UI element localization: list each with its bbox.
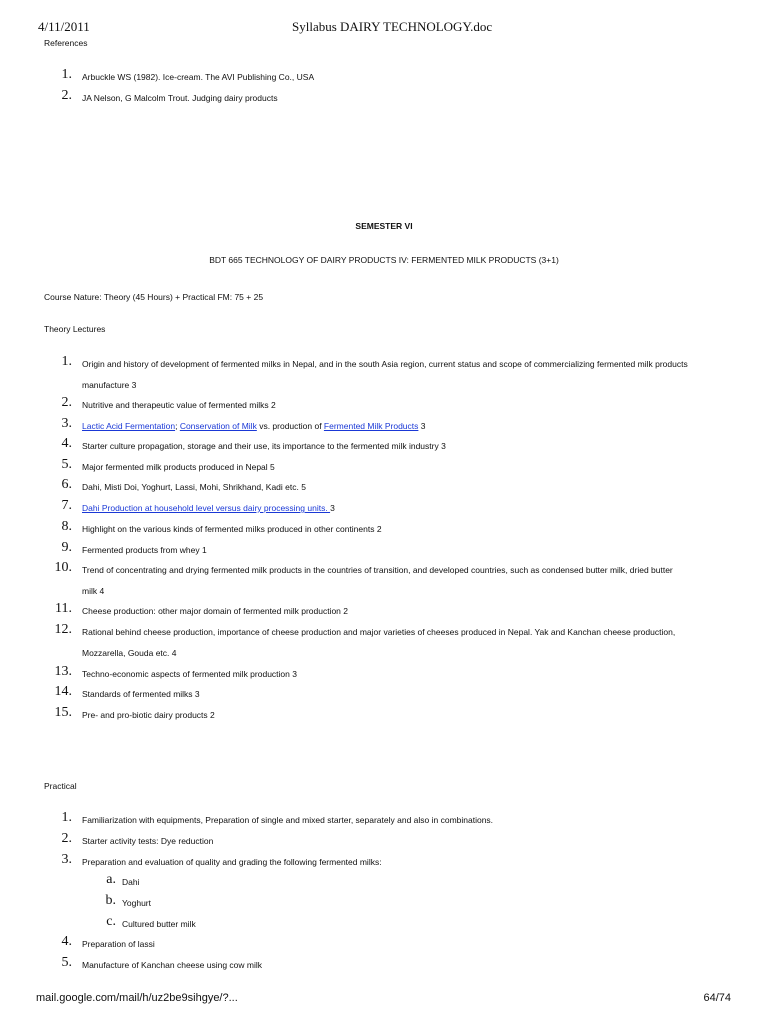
sublist-letter: a.	[106, 872, 116, 887]
link-separator: ;	[175, 421, 180, 431]
list-number: 13.	[54, 664, 72, 679]
list-item	[82, 498, 335, 519]
list-item: Arbuckle WS (1982). Ice-cream. The AVI Publishing Co., USA	[82, 72, 315, 82]
list-item: Standards of fermented milks 3	[82, 689, 200, 699]
list-number: 12.	[54, 622, 72, 637]
list-number: 5.	[61, 955, 72, 970]
theory-heading: Theory Lectures	[44, 324, 106, 334]
list-item-continuation: Mozzarella, Gouda etc. 4	[82, 648, 177, 658]
semester-heading: SEMESTER VI	[355, 221, 413, 231]
list-number: 1.	[61, 67, 72, 82]
sublist-item: Cultured butter milk	[122, 919, 196, 929]
sublist-letter: b.	[105, 893, 116, 908]
list-item: Familiarization with equipments, Preparation of single and mixed starter, separately and also in combinations.	[82, 815, 494, 825]
list-item-hours: 3	[418, 421, 426, 431]
page-number: 64/74	[703, 992, 731, 1004]
list-number: 2.	[61, 88, 72, 103]
list-number: 2.	[61, 831, 72, 846]
list-number: 1.	[61, 810, 72, 825]
list-item: JA Nelson, G Malcolm Trout. Judging dairy products	[82, 93, 278, 103]
document-title: Syllabus DAIRY TECHNOLOGY.doc	[292, 19, 493, 34]
list-item: Pre- and pro-biotic dairy products 2	[82, 710, 215, 720]
list-number: 8.	[61, 519, 72, 534]
list-number: 11.	[55, 601, 72, 616]
link-lactic-acid-fermentation[interactable]: Lactic Acid Fermentation	[82, 421, 176, 431]
list-item-continuation: milk 4	[82, 586, 105, 596]
link-dahi-production[interactable]: Dahi Production at household level versus dairy processing units.	[82, 503, 331, 513]
list-item: Preparation of lassi	[82, 939, 155, 949]
list-number: 9.	[61, 540, 72, 555]
list-item	[82, 416, 426, 437]
list-number: 2.	[61, 395, 72, 410]
list-number: 5.	[61, 457, 72, 472]
list-item-hours: 3	[330, 503, 335, 513]
list-number: 3.	[61, 852, 72, 867]
link-fermented-milk-products[interactable]: Fermented Milk Products	[323, 421, 419, 431]
list-item: Manufacture of Kanchan cheese using cow milk	[82, 960, 263, 970]
practical-heading: Practical	[44, 781, 77, 791]
course-nature: Course Nature: Theory (45 Hours) + Practical FM: 75 + 25	[44, 292, 264, 302]
list-item: Dahi, Misti Doi, Yoghurt, Lassi, Mohi, Shrikhand, Kadi etc. 5	[82, 482, 306, 492]
list-item: Highlight on the various kinds of fermented milks produced in other continents 2	[82, 524, 382, 534]
list-item: Fermented products from whey 1	[82, 545, 207, 555]
references-heading: References	[44, 38, 88, 48]
sublist-item: Yoghurt	[122, 898, 151, 908]
list-item: Nutritive and therapeutic value of fermented milks 2	[82, 400, 276, 410]
list-item: Starter culture propagation, storage and their use, its importance to the fermented milk industry 3	[82, 441, 446, 451]
list-item: Techno-economic aspects of fermented milk production 3	[82, 669, 297, 679]
list-number: 15.	[54, 705, 72, 720]
print-date: 4/11/2011	[38, 19, 90, 34]
list-number: 4.	[61, 934, 72, 949]
footer-url: mail.google.com/mail/h/uz2be9sihgye/?...	[36, 992, 238, 1004]
sublist-item: Dahi	[122, 877, 140, 887]
list-number: 7.	[61, 498, 72, 513]
list-item: Preparation and evaluation of quality and grading the following fermented milks:	[82, 857, 382, 867]
list-item: Trend of concentrating and drying fermented milk products in the countries of transition, and developed countries, such as condensed butter milk, dried butter	[82, 565, 673, 575]
list-item-text: vs. production of	[256, 421, 324, 431]
list-item: Cheese production: other major domain of fermented milk production 2	[82, 606, 349, 616]
list-number: 3.	[61, 416, 72, 431]
list-item-continuation: manufacture 3	[82, 380, 137, 390]
sublist-letter: c.	[106, 914, 116, 929]
link-conservation-of-milk[interactable]: Conservation of Milk	[179, 421, 257, 431]
list-item: Origin and history of development of fermented milks in Nepal, and in the south Asia region, current status and scope of commercializing fermented milk products	[82, 359, 688, 369]
list-item: Rational behind cheese production, importance of cheese production and major varieties of cheeses produced in Nepal. Yak and Kanchan cheese production,	[82, 627, 676, 637]
list-item: Starter activity tests: Dye reduction	[82, 836, 214, 846]
list-item: Major fermented milk products produced in Nepal 5	[82, 462, 275, 472]
list-number: 1.	[61, 354, 72, 369]
list-number: 4.	[61, 436, 72, 451]
list-number: 10.	[54, 560, 72, 575]
list-number: 14.	[54, 684, 72, 699]
course-title: BDT 665 TECHNOLOGY OF DAIRY PRODUCTS IV: FERMENTED MILK PRODUCTS (3+1)	[209, 255, 559, 265]
list-number: 6.	[61, 477, 72, 492]
